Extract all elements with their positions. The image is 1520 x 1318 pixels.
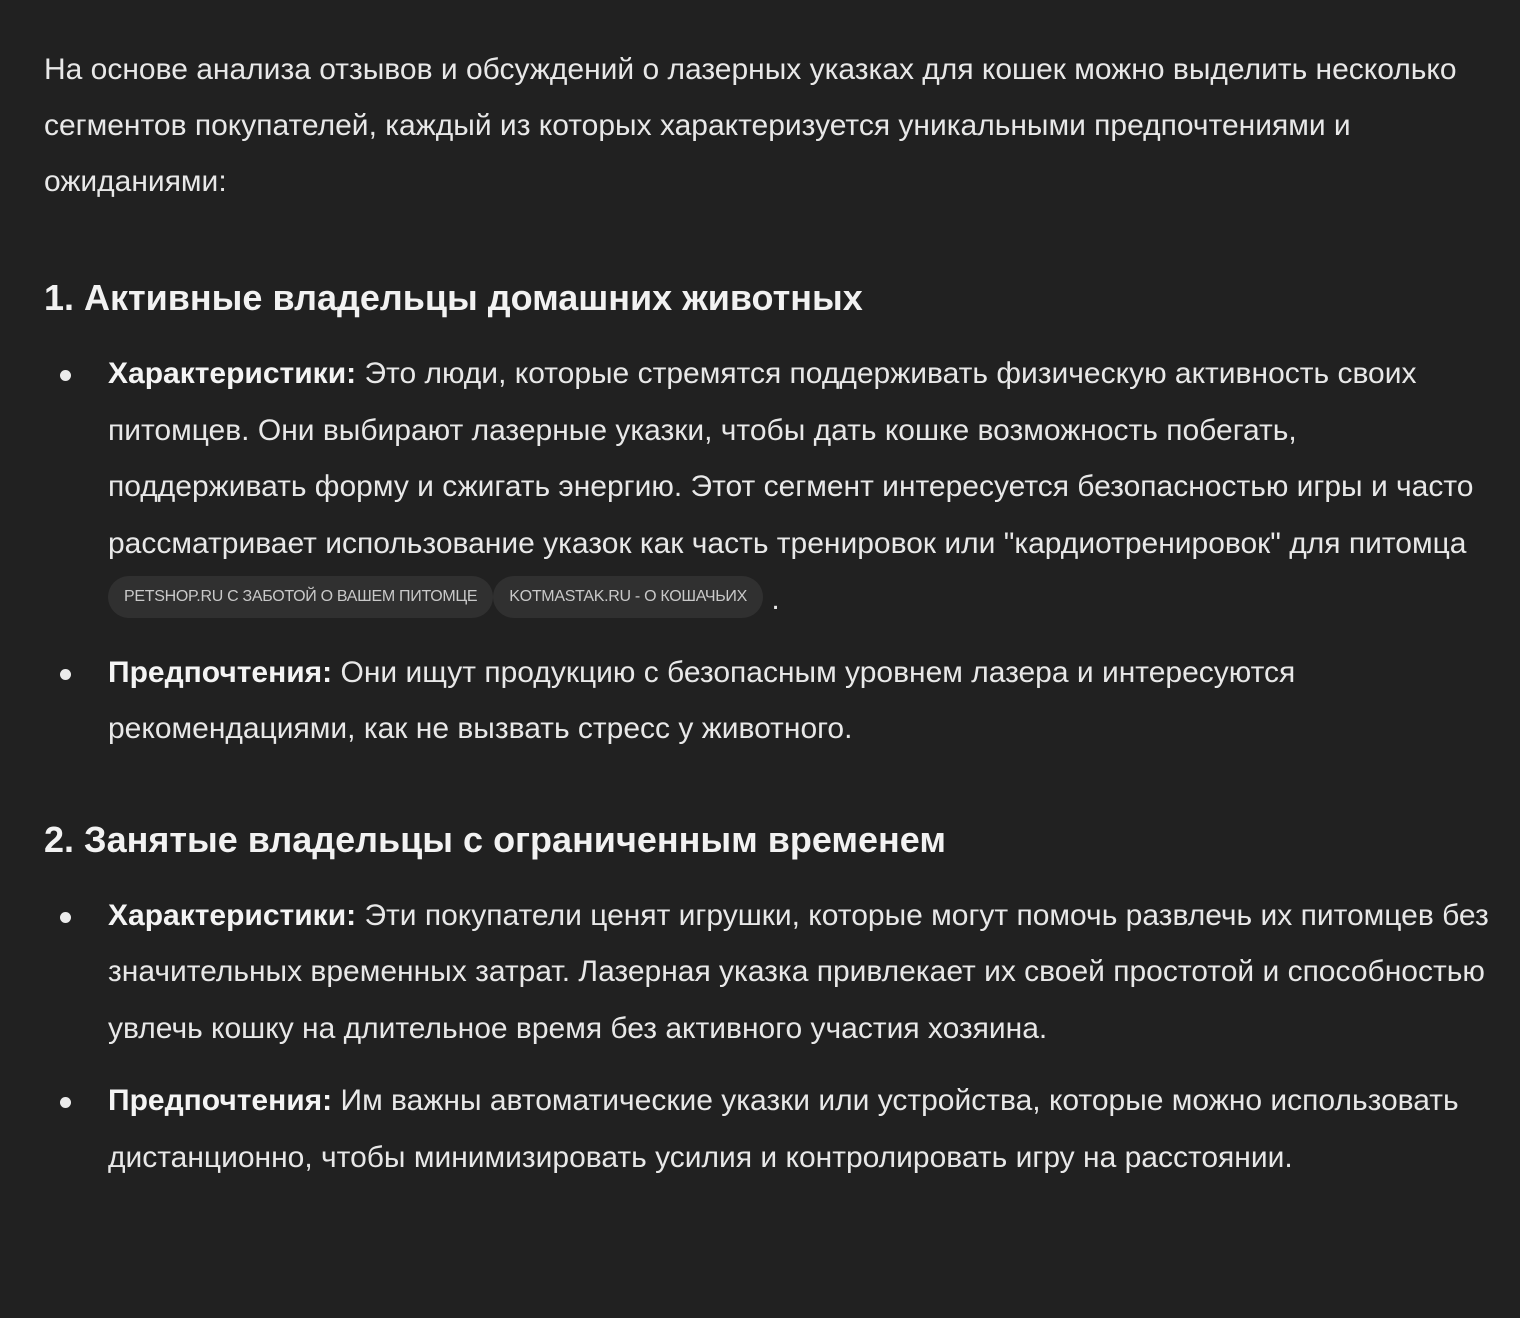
item-text: Они ищут продукцию с безопасным уровнем лазера и интересуются рекомендациями, как не вызвать стресс у животного. [108, 655, 1296, 745]
chat-response [44, 42, 1494, 1202]
item-trailing: . [771, 583, 780, 616]
item-label: Характеристики: [108, 357, 357, 390]
item-text: Это люди, которые стремятся поддерживать физическую активность своих питомцев. Они выбирают лазерные указки, чтобы дать кошке возможность побегать, поддерживать форму и сжигать энергию. Этот сегмент интересуется безопасностью игры и часто рассматривает использование указок как часть тренировок или "кардиотренировок" для питомца [108, 357, 1474, 560]
citation-chip-kotmastak[interactable]: KOTMASTAK.RU - О КОШАЧЬИХ [493, 576, 763, 618]
bullet-icon [60, 912, 71, 923]
list-item [44, 346, 1494, 629]
item-text: Им важны автоматические указки или устройства, которые можно использовать дистанционно, чтобы минимизировать усилия и контролировать игру на расстоянии. [108, 1084, 1459, 1174]
item-label: Предпочтения: [108, 655, 333, 689]
section-heading-active-owners: 1. Активные владельцы домашних животных [44, 277, 863, 318]
list-item [44, 1073, 1494, 1186]
list-item [44, 645, 1494, 758]
bullet-list-busy-owners [44, 888, 1494, 1187]
section-heading-busy-owners: 2. Занятые владельцы с ограниченным временем [44, 818, 946, 860]
item-label: Характеристики: [108, 898, 357, 932]
bullet-list-active-owners [44, 346, 1494, 758]
bullet-icon [60, 1097, 71, 1108]
item-label: Предпочтения: [108, 1084, 333, 1117]
item-text: Эти покупатели ценят игрушки, которые могут помочь развлечь их питомцев без значительных временных затрат. Лазерная указка привлекает их своей простотой и способностью увлечь кошку на длительное время без активного участия хозяина. [108, 898, 1489, 1045]
list-item [44, 888, 1494, 1058]
intro-paragraph: На основе анализа отзывов и обсуждений о лазерных указках для кошек можно выделить несколько сегментов покупателей, каждый из которых характеризуется уникальными предпочтениями и ожиданиями: [44, 53, 1457, 198]
bullet-icon [60, 669, 71, 680]
citation-chip-petshop[interactable]: PETSHOP.RU С ЗАБОТОЙ О ВАШЕМ ПИТОМЦЕ [108, 576, 493, 618]
bullet-icon [60, 370, 71, 381]
